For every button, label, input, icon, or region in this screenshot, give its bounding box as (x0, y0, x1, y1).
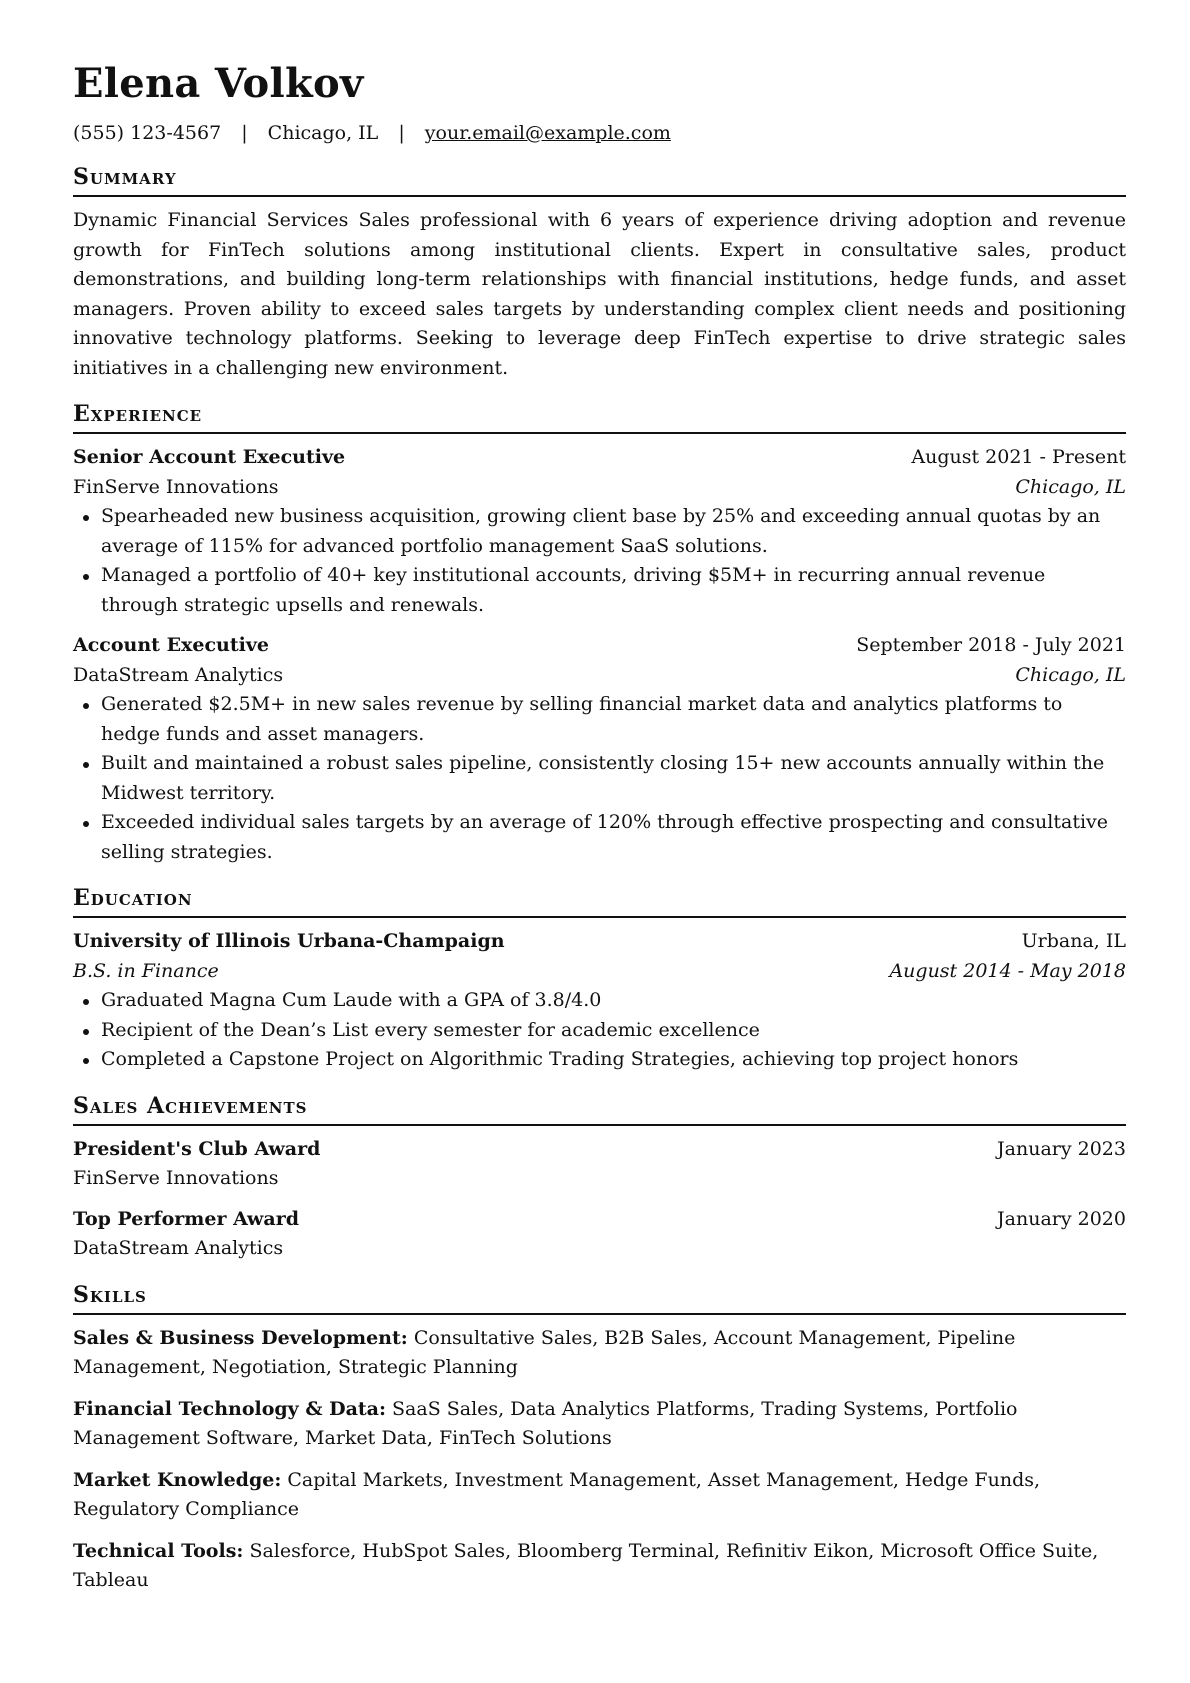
job-company: FinServe Innovations (73, 475, 279, 498)
skill-group (73, 1466, 1126, 1525)
skill-items: SaaS Sales, Data Analytics Platforms, Trading Systems, Portfolio Management Software, Market Data, FinTech Solutions (73, 1397, 1018, 1449)
location: Chicago, IL (267, 122, 379, 144)
job-entry (73, 631, 1126, 867)
bullet-item: Generated $2.5M+ in new sales revenue by selling financial market data and analytics platforms to hedge funds and asset managers. (101, 690, 1126, 749)
candidate-name: Elena Volkov (73, 60, 364, 107)
job-bullets (73, 690, 1126, 867)
award-date: January 2020 (997, 1207, 1126, 1230)
skill-group (73, 1537, 1126, 1596)
school-location: Urbana, IL (1021, 930, 1126, 952)
job-role: Senior Account Executive (73, 446, 346, 468)
achievement-entry (73, 1205, 1126, 1264)
award-name: President's Club Award (73, 1137, 321, 1160)
skill-group (73, 1324, 1126, 1383)
phone-number: (555) 123-4567 (73, 122, 222, 144)
skill-label: Market Knowledge: (73, 1468, 282, 1491)
contact-separator: | (241, 122, 248, 144)
award-org: DataStream Analytics (73, 1237, 284, 1259)
award-name: Top Performer Award (73, 1207, 300, 1230)
section-title-experience: Experience (73, 399, 1126, 434)
education-bullets (73, 986, 1126, 1075)
skill-label: Technical Tools: (73, 1539, 244, 1562)
skill-label: Financial Technology & Data: (73, 1397, 386, 1420)
skill-items: Consultative Sales, B2B Sales, Account Management, Pipeline Management, Negotiation, Strategic Planning (73, 1326, 1016, 1378)
resume-page (73, 58, 1126, 1596)
bullet-item: Managed a portfolio of 40+ key institutional accounts, driving $5M+ in recurring annual revenue through strategic upsells and renewals. (101, 561, 1126, 620)
section-title-skills: Skills (73, 1280, 1126, 1315)
job-role: Account Executive (73, 634, 269, 656)
bullet-item: Built and maintained a robust sales pipeline, consistently closing 15+ new accounts annually within the Midwest territory. (101, 749, 1126, 808)
job-location: Chicago, IL (1015, 475, 1126, 498)
job-dates: September 2018 - July 2021 (856, 634, 1126, 656)
education-dates: August 2014 - May 2018 (889, 959, 1126, 982)
skill-label: Sales & Business Development: (73, 1326, 408, 1349)
section-title-summary: Summary (73, 162, 1126, 197)
job-location: Chicago, IL (1015, 663, 1126, 686)
section-title-achievements: Sales Achievements (73, 1091, 1126, 1126)
skill-items: Salesforce, HubSpot Sales, Bloomberg Terminal, Refinitiv Eikon, Microsoft Office Suite, Tableau (73, 1539, 1099, 1591)
section-title-education: Education (73, 883, 1126, 918)
bullet-item: Recipient of the Dean’s List every semester for academic excellence (101, 1016, 1126, 1046)
job-company: DataStream Analytics (73, 663, 284, 686)
bullet-item: Spearheaded new business acquisition, growing client base by 25% and exceeding annual quotas by an average of 115% for advanced portfolio management SaaS solutions. (101, 502, 1126, 561)
award-date: January 2023 (997, 1137, 1126, 1160)
degree: B.S. in Finance (73, 959, 219, 982)
email-link[interactable]: your.email@example.com (424, 122, 671, 144)
skill-items: Capital Markets, Investment Management, Asset Management, Hedge Funds, Regulatory Compliance (73, 1468, 1041, 1520)
job-dates: August 2021 - Present (911, 446, 1126, 468)
contact-separator: | (398, 122, 405, 144)
bullet-item: Completed a Capstone Project on Algorithmic Trading Strategies, achieving top project honors (101, 1045, 1126, 1075)
bullet-item: Graduated Magna Cum Laude with a GPA of 3.8/4.0 (101, 986, 1126, 1016)
award-org: FinServe Innovations (73, 1167, 279, 1189)
school-name: University of Illinois Urbana-Champaign (73, 930, 505, 952)
achievement-entry (73, 1135, 1126, 1194)
education-entry (73, 927, 1126, 1075)
bullet-item: Exceeded individual sales targets by an average of 120% through effective prospecting and consultative selling strategies. (101, 808, 1126, 867)
skill-group (73, 1395, 1126, 1454)
job-bullets (73, 502, 1126, 620)
summary-text: Dynamic Financial Services Sales professional with 6 years of experience driving adoption and revenue growth for FinTech solutions among institutional clients. Expert in consultative sales, product demonstrations, and building long-term relationships with financial institutions, hedge funds, and asset managers. Proven ability to exceed sales targets by understanding complex client needs and positioning innovative technology platforms. Seeking to leverage deep FinTech expertise to drive strategic sales initiatives in a challenging new environment. (73, 209, 1126, 379)
job-entry (73, 443, 1126, 620)
contact-line (73, 120, 1126, 146)
